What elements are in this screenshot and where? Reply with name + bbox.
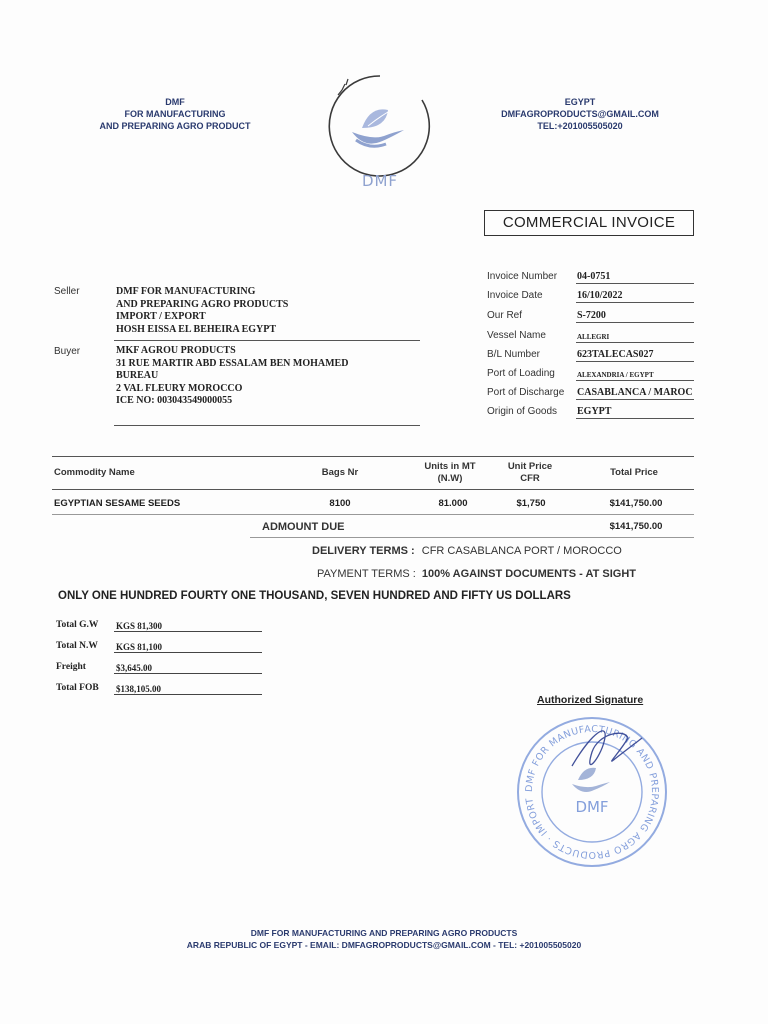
stamp-inner-text: DMF — [575, 798, 609, 816]
commodity-cell: EGYPTIAN SESAME SEEDS — [54, 498, 181, 509]
header-left-line: AND PREPARING AGRO PRODUCT — [99, 121, 251, 131]
table-top-rule — [52, 456, 694, 457]
logo-text: DMF — [361, 172, 399, 190]
header-right-line: DMFAGROPRODUCTS@GMAIL.COM — [501, 109, 659, 119]
unit-price-header-line: CFR — [520, 473, 540, 484]
invoice-number-value: 04-0751 — [577, 271, 611, 282]
buyer-line: BUREAU — [116, 370, 159, 382]
freight-value: $3,645.00 — [116, 663, 152, 673]
seller-label: Seller — [54, 286, 80, 297]
commodity-header: Commodity Name — [54, 467, 135, 478]
totals-rule — [114, 631, 262, 632]
amount-in-words: ONLY ONE HUNDRED FOURTY ONE THOUSAND, SEVEN HUNDRED AND FIFTY US DOLLARS — [58, 590, 571, 602]
total-price-cell: $141,750.00 — [609, 498, 663, 509]
origin-of-goods-value: EGYPT — [577, 406, 612, 417]
seller-line: DMF FOR MANUFACTURING — [116, 286, 256, 297]
unit-price-header-line: Unit Price — [507, 461, 553, 472]
unit-price-header — [490, 461, 570, 485]
totals-rule — [114, 673, 262, 674]
company-logo — [322, 70, 438, 190]
buyer-line: ICE NO: 003043549000055 — [116, 395, 233, 407]
invoice-date-value: 16/10/2022 — [577, 290, 623, 301]
seller-address — [116, 286, 288, 336]
amount-due-label: ADMOUNT DUE — [262, 521, 345, 533]
info-rule — [576, 322, 694, 323]
total-gw-label: Total G.W — [56, 620, 99, 630]
info-rule — [576, 418, 694, 419]
total-fob-value: $138,105.00 — [116, 684, 161, 694]
our-ref-label: Our Ref — [487, 310, 523, 321]
total-gw-value: KGS 81,300 — [116, 621, 163, 631]
footer-contact: ARAB REPUBLIC OF EGYPT - EMAIL: DMFAGROPRODUCTS@GMAIL.COM - TEL: +201005505020 — [186, 940, 582, 950]
delivery-terms-label: DELIVERY TERMS : — [312, 545, 415, 557]
info-rule — [576, 302, 694, 303]
units-header-line: (N.W) — [437, 473, 463, 484]
total-price-header: Total Price — [610, 467, 658, 478]
freight-label: Freight — [56, 662, 86, 672]
authorized-signature-label: Authorized Signature — [537, 694, 644, 706]
totals-rule — [114, 652, 262, 653]
hands-leaf-icon — [352, 109, 404, 146]
invoice-date-label: Invoice Date — [487, 290, 543, 301]
stamp-outer-text: DMF FOR MANUFACTURING AND PREPARING AGRO PRODUCTS · IMPORT — [523, 723, 661, 861]
port-of-discharge-label: Port of Discharge — [487, 387, 565, 398]
units-header-line: Units in MT — [424, 461, 476, 472]
origin-of-goods-label: Origin of Goods — [487, 406, 558, 417]
port-of-loading-label: Port of Loading — [487, 368, 555, 379]
document-title: COMMERCIAL INVOICE — [484, 210, 694, 236]
amount-due-value: $141,750.00 — [609, 521, 663, 532]
header-right-line: TEL:+201005505020 — [537, 121, 623, 131]
vessel-name-label: Vessel Name — [487, 330, 546, 341]
buyer-line: MKF AGROU PRODUCTS — [116, 345, 236, 356]
total-fob-label: Total FOB — [56, 683, 99, 693]
our-ref-value: S-7200 — [577, 310, 606, 321]
buyer-line: 31 RUE MARTIR ABD ESSALAM BEN MOHAMED — [116, 357, 349, 369]
port-of-loading-value: ALEXANDRIA / EGYPT — [577, 371, 654, 379]
table-row-rule — [52, 514, 694, 515]
buyer-label: Buyer — [54, 346, 81, 357]
payment-terms — [317, 568, 636, 580]
delivery-terms — [312, 545, 622, 557]
header-left-line: FOR MANUFACTURING — [124, 109, 226, 119]
info-rule — [576, 380, 694, 381]
company-name-header — [90, 96, 260, 132]
header-right-line: EGYPT — [564, 97, 596, 107]
seller-rule — [114, 340, 420, 341]
units-header — [405, 461, 495, 485]
payment-terms-label: PAYMENT TERMS : — [317, 568, 416, 580]
company-contact-header — [495, 96, 665, 132]
buyer-line: 2 VAL FLEURY MOROCCO — [116, 382, 243, 394]
table-header-rule — [52, 489, 694, 490]
amount-due-rule — [250, 537, 694, 538]
bl-number-label: B/L Number — [487, 349, 540, 360]
footer-company-name: DMF FOR MANUFACTURING AND PREPARING AGRO PRODUCTS — [250, 928, 518, 938]
bags-header: Bags Nr — [321, 467, 359, 478]
bags-cell: 8100 — [329, 498, 351, 509]
seller-line: IMPORT / EXPORT — [116, 311, 206, 323]
buyer-address — [116, 345, 348, 408]
header-left-line: DMF — [165, 97, 185, 107]
delivery-terms-value: CFR CASABLANCA PORT / MOROCCO — [421, 545, 622, 557]
info-rule — [576, 361, 694, 362]
totals-rule — [114, 694, 262, 695]
payment-terms-value: 100% AGAINST DOCUMENTS - AT SIGHT — [421, 568, 636, 580]
units-cell: 81.000 — [438, 498, 468, 509]
invoice-number-label: Invoice Number — [487, 271, 558, 282]
company-stamp — [512, 712, 672, 872]
buyer-rule — [114, 425, 420, 426]
seller-line: HOSH EISSA EL BEHEIRA EGYPT — [116, 323, 277, 335]
bl-number-value: 623TALECAS027 — [577, 349, 654, 360]
info-rule — [576, 399, 694, 400]
seller-line: AND PREPARING AGRO PRODUCTS — [116, 298, 289, 310]
port-of-discharge-value: CASABLANCA / MAROC — [577, 387, 693, 398]
vessel-name-value: ALLEGRI — [577, 333, 610, 341]
unit-price-cell: $1,750 — [516, 498, 546, 509]
total-nw-value: KGS 81,100 — [116, 642, 163, 652]
info-rule — [576, 283, 694, 284]
stamp-leaf-icon — [572, 768, 610, 792]
total-nw-label: Total N.W — [56, 641, 98, 651]
info-rule — [576, 342, 694, 343]
